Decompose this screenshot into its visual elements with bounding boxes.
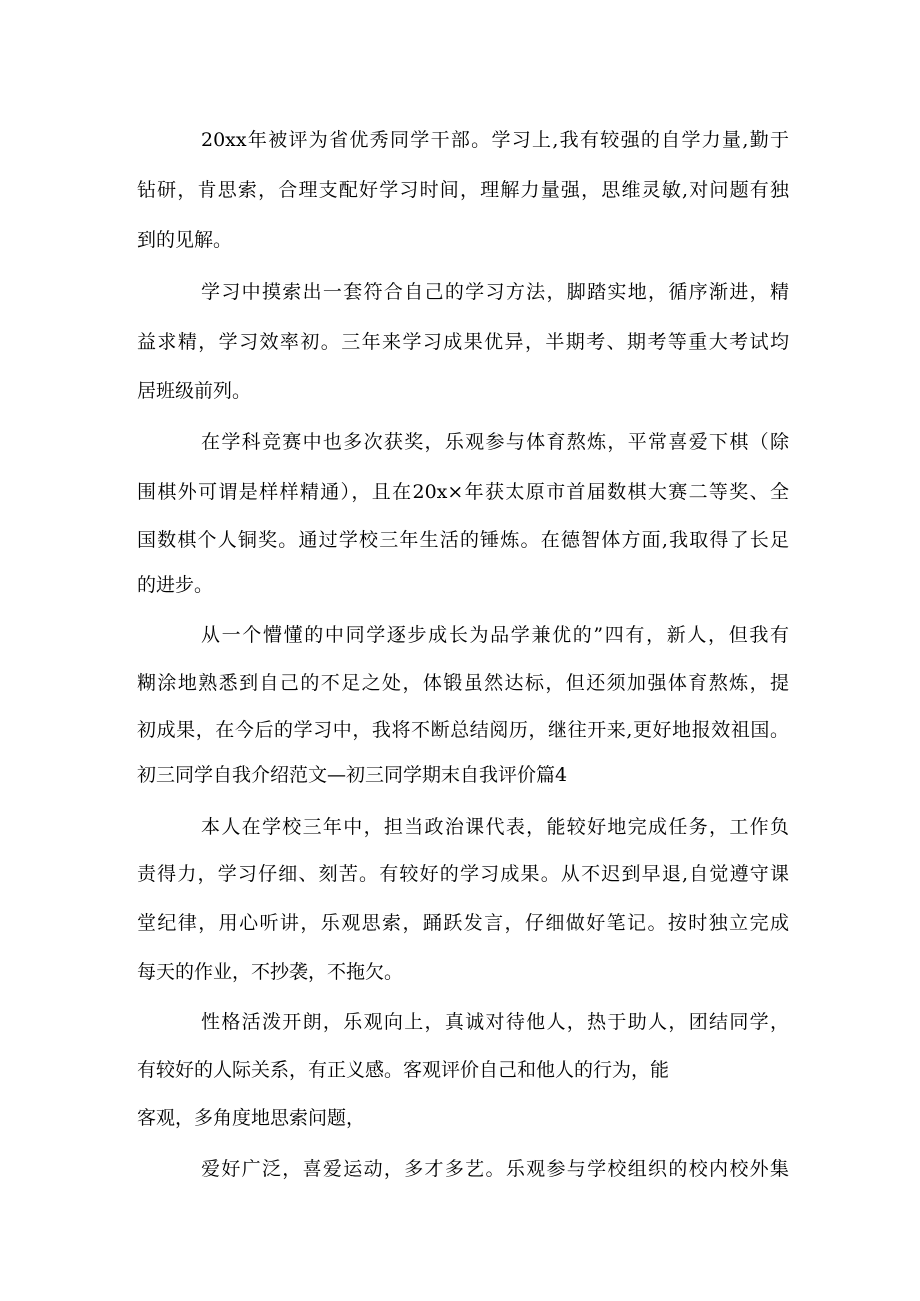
paragraph-7-line-1: 爱好广泛，喜爱运动，多才多艺。乐观参与学校组织的校内校外集 bbox=[201, 1158, 789, 1180]
paragraph-1-line-3: 到的见解。 bbox=[137, 229, 233, 251]
paragraph-4-line-1: 从一个懵懂的中同学逐步成长为品学兼优的”四有，新人，但我有 bbox=[201, 624, 789, 646]
section-heading: 初三同学自我介绍范文—初三同学期末自我评价篇4 bbox=[137, 764, 568, 786]
paragraph-1-line-1: 20xx年被评为省优秀同学干部。学习上,我有较强的自学力量,勤于 bbox=[201, 129, 789, 151]
paragraph-4-line-2: 糊涂地熟悉到自己的不足之处，体锻虽然达标，但还须加强体育熬炼，提 bbox=[137, 672, 789, 694]
paragraph-4-line-3: 初成果，在今后的学习中，我将不断总结阅历，继往开来,更好地报效祖国。 bbox=[137, 719, 789, 741]
paragraph-3-line-1: 在学科竞赛中也多次获奖，乐观参与体育熬炼，平常喜爱下棋（除 bbox=[201, 431, 789, 453]
paragraph-1-line-2: 钻研，肯思索，合理支配好学习时间，理解力量强，思维灵敏,对问题有独 bbox=[137, 179, 789, 201]
paragraph-5-line-4: 每天的作业，不抄袭，不拖欠。 bbox=[137, 961, 404, 983]
paragraph-3-line-2: 围棋外可谓是样样精通），且在20x×年获太原市首届数棋大赛二等奖、全 bbox=[137, 481, 789, 503]
paragraph-6-line-1: 性格活泼开朗，乐观向上，真诚对待他人，热于助人，团结同学， bbox=[201, 1011, 789, 1033]
paragraph-2-line-1: 学习中摸索出一套符合自己的学习方法，脚踏实地，循序渐进，精 bbox=[201, 281, 789, 303]
paragraph-6-line-2: 有较好的人际关系，有正义感。客观评价自己和他人的行为，能 bbox=[137, 1059, 670, 1081]
paragraph-5-line-1: 本人在学校三年中，担当政治课代表，能较好地完成任务，工作负 bbox=[201, 816, 789, 838]
paragraph-2-line-3: 居班级前列。 bbox=[137, 380, 252, 402]
paragraph-5-line-2: 责得力，学习仔细、刻苦。有较好的学习成果。从不迟到早退,自觉遵守课 bbox=[137, 863, 789, 885]
paragraph-3-line-3: 国数棋个人铜奖。通过学校三年生活的锤炼。在德智体方面,我取得了长足 bbox=[137, 529, 789, 551]
paragraph-2-line-2: 益求精，学习效率初。三年来学习成果优异，半期考、期考等重大考试均 bbox=[137, 331, 789, 353]
paragraph-6-line-3: 客观，多角度地思索问题， bbox=[137, 1107, 366, 1129]
paragraph-5-line-3: 堂纪律，用心听讲，乐观思索，踊跃发言，仔细做好笔记。按时独立完成 bbox=[137, 912, 789, 934]
paragraph-3-line-4: 的进步。 bbox=[137, 574, 214, 596]
